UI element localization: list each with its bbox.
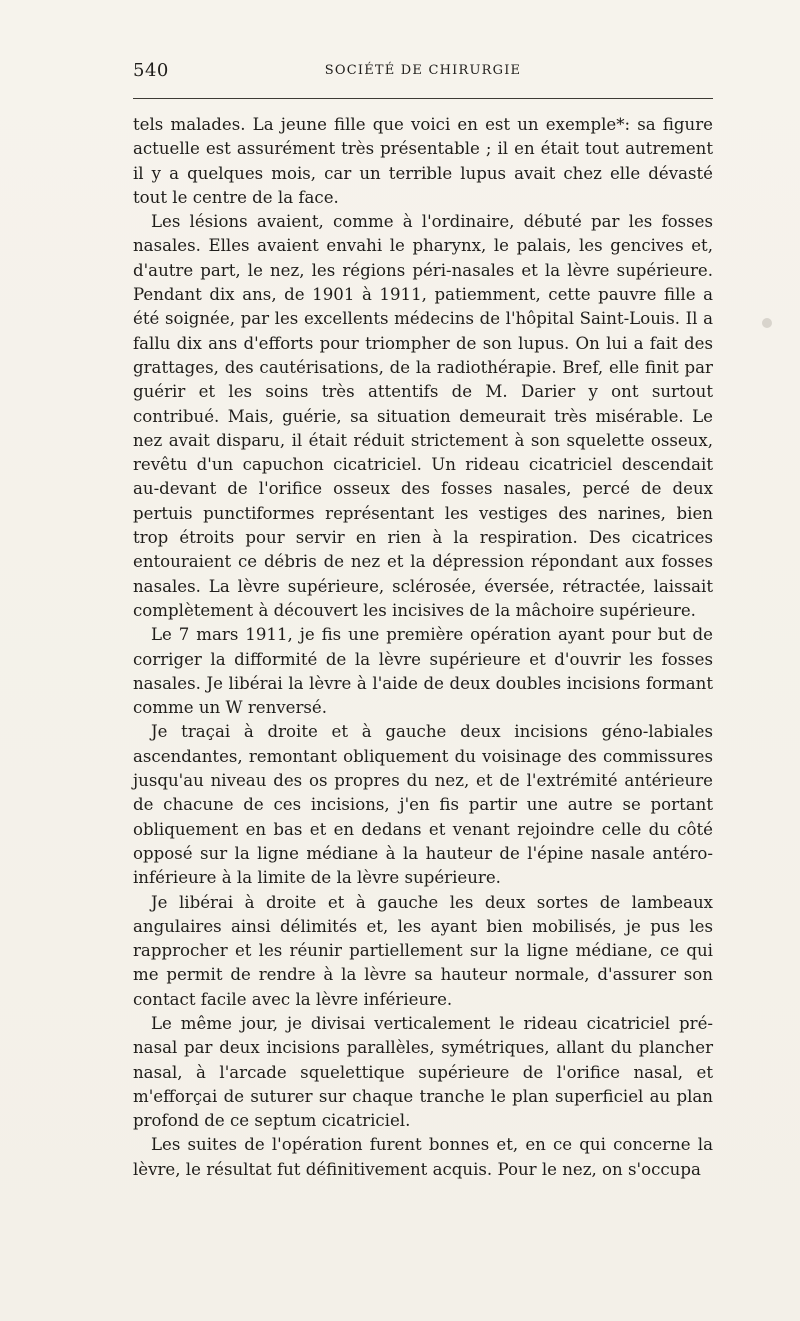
body-text <box>133 113 713 1182</box>
paragraph-6: Le même jour, je divisai verticalement le rideau cicatriciel pré-nasal par deux incisions parallèles, symétriques, allant du plancher nasal, à l'arcade squelettique supérieure de l'orifice nasal, et m'efforçai de suturer sur chaque tranche le plan superficiel au plan profond de ce septum cicatriciel. <box>133 1013 713 1131</box>
paragraph-7: Les suites de l'opération furent bonnes et, en ce qui concerne la lèvre, le résultat fut définitivement acquis. Pour le nez, on s'occupa <box>133 1135 713 1179</box>
paragraph-2: Les lésions avaient, comme à l'ordinaire, débuté par les fosses nasales. Elles avaient envahi le pharynx, le palais, les gencives et, d'autre part, le nez, les régions péri-nasales et la lèvre supérieure. Pendant dix ans, de 1901 à 1911, patiemment, cette pauvre fille a été soignée, par les excellents médecins de l'hôpital Saint-Louis. Il a fallu dix ans d'efforts pour triompher de son lupus. On lui a fait des grattages, des cautérisations, de la radiothérapie. Bref, elle finit par guérir et les soins très attentifs de M. Darier y ont surtout contribué. Mais, guérie, sa situation demeurait très misérable. Le nez avait disparu, il était réduit strictement à son squelette osseux, revêtu d'un capuchon cicatriciel. Un rideau cicatriciel descendait au-devant de l'orifice osseux des fosses nasales, percé de deux pertuis punctiformes représentant les vestiges des narines, bien trop étroits pour servir en rien à la respiration. Des cicatrices entouraient ce débris de nez et la dépression répondant aux fosses nasales. La lèvre supérieure, sclérosée, éversée, rétractée, laissait complètement à découvert les incisives de la mâchoire supérieure. <box>133 212 713 620</box>
page-number: 540 <box>133 60 169 81</box>
page-header <box>133 60 713 90</box>
scan-speck <box>762 318 772 328</box>
paragraph-4: Je traçai à droite et à gauche deux incisions géno-labiales ascendantes, remontant obliquement du voisinage des commissures jusqu'au niveau des os propres du nez, et de l'extrémité antérieure de chacune de ces incisions, j'en fis partir une autre se portant obliquement en bas et en dedans et venant rejoindre celle du côté opposé sur la ligne médiane à la hauteur de l'épine nasale antéro-inférieure à la limite de la lèvre supérieure. <box>133 722 713 888</box>
paragraph-5: Je libérai à droite et à gauche les deux sortes de lambeaux angulaires ainsi délimités et, les ayant bien mobilisés, je pus les rapprocher et les réunir partiellement sur la ligne médiane, ce qui me permit de rendre à la lèvre sa hauteur normale, d'assurer son contact facile avec la lèvre inférieure. <box>133 892 713 1009</box>
paragraph-3: Le 7 mars 1911, je fis une première opération ayant pour but de corriger la difformité de la lèvre supérieure et d'ouvrir les fosses nasales. Je libérai la lèvre à l'aide de deux doubles incisions formant comme un W renversé. <box>133 625 713 718</box>
header-rule <box>133 98 713 99</box>
paragraph-1: tels malades. La jeune fille que voici en est un exemple*: sa figure actuelle est assurément très présentable ; il en était tout autrement il y a quelques mois, car un terrible lupus avait chez elle dévasté tout le centre de la face. <box>133 115 713 207</box>
running-title: SOCIÉTÉ DE CHIRURGIE <box>324 63 522 78</box>
